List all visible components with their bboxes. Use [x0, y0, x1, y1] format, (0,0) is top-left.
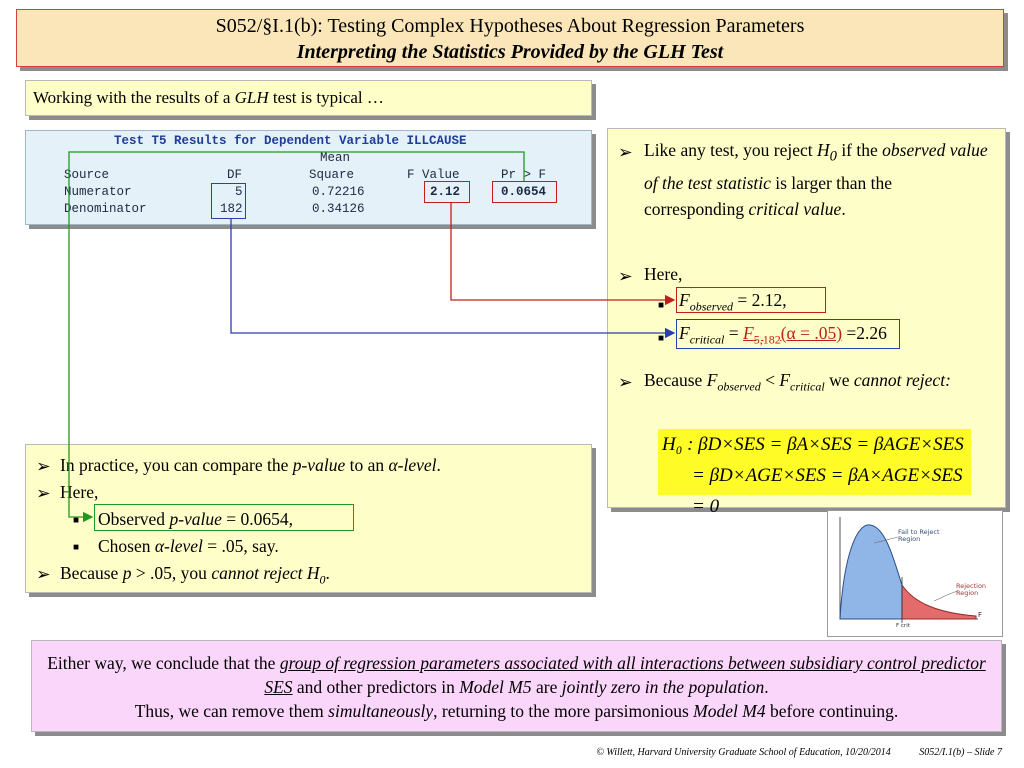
intro-glh: GLH — [234, 88, 269, 107]
rejection-region-label: Rejection Region — [956, 582, 987, 597]
sas-row-numerator-fvalue: 2.12 — [430, 185, 461, 199]
sas-row-numerator-pvalue: 0.0654 — [501, 185, 547, 199]
bullet-arrow-3: ➢ — [618, 372, 633, 392]
footer-copyright: © Willett, Harvard University Graduate School of Education, 10/20/2014 — [596, 747, 891, 758]
chosen-alpha-text: Chosen α-level = .05, say. — [98, 536, 279, 556]
bullet-arrow-6: ➢ — [36, 564, 51, 584]
f-critical-text: $F_{critical} = F_{5,182}(\alpha = .05) =2.26$ — [679, 323, 887, 347]
fail-region-label: Fail to Reject Region — [898, 528, 940, 543]
sketch-axis-label: F — [978, 611, 983, 619]
sas-header-fvalue: F Value — [407, 168, 460, 182]
sub-bullet-2: ■ — [658, 333, 665, 344]
sub-bullet-1: ■ — [658, 300, 665, 311]
red-arrow-f-value — [451, 203, 674, 300]
bullet-arrow-1: ➢ — [618, 142, 633, 162]
bullet-arrow-5: ➢ — [36, 483, 51, 503]
sas-row-denominator-source: Denominator — [64, 202, 147, 216]
here-label-right: Here, — [644, 264, 683, 284]
sas-header-prf: Pr > F — [501, 168, 547, 182]
footer-slide-number: S052/I.1(b) – Slide 7 — [919, 747, 1002, 758]
sas-header-source: Source — [64, 168, 110, 182]
bullet-arrow-2: ➢ — [618, 266, 633, 286]
here-label-lower: Here, — [60, 482, 99, 502]
sas-row-numerator-df: 5 — [235, 185, 243, 199]
observed-pvalue-text: Observed p-value = 0.0654, — [98, 509, 294, 529]
title-line-1: S052/§I.1(b): Testing Complex Hypotheses About Regression Parameters — [215, 15, 805, 37]
sas-row-numerator-source: Numerator — [64, 185, 132, 199]
because-lower-text: Because p > .05, you cannot reject $H_0$. — [60, 563, 330, 587]
sas-header-mean: Mean — [320, 151, 351, 165]
practice-text: In practice, you can compare the p-value to an α-level. — [60, 455, 441, 475]
sas-header-square: Square — [309, 168, 355, 182]
intro-post: test is typical … — [268, 88, 384, 107]
sub-bullet-4: ■ — [73, 542, 80, 553]
title-line-2: Interpreting the Statistics Provided by the GLH Test — [296, 41, 724, 63]
sub-bullet-3: ■ — [73, 515, 80, 526]
hypothesis-line-2: = βD×AGE×SES = βA×AGE×SES = 0 — [692, 465, 963, 517]
sas-row-denominator-df: 182 — [220, 202, 243, 216]
green-arrow-p-value — [69, 152, 524, 517]
sas-title: Test T5 Results for Dependent Variable ILLCAUSE — [114, 134, 467, 148]
reject-rule-text: Like any test, you reject $H_0$ if the observed value of the test statistic is larger than the corresponding critical value. — [644, 140, 988, 219]
sas-row-denominator-ms: 0.34126 — [312, 202, 365, 216]
sketch-crit-label: F crit — [896, 623, 910, 629]
sas-row-numerator-ms: 0.72216 — [312, 185, 365, 199]
sas-header-df: DF — [227, 168, 243, 182]
f-observed-text: $F_{observed} = 2.12$, — [679, 290, 787, 314]
conclusion-text: Either way, we conclude that the group of regression parameters associated with all interactions between subsidiary control predictor SES and other predictors in Model M5 are jointly zero in the population. Thus, we can remove them simultaneously, returning to the more parsimonious Model M4 before continuing. — [47, 653, 986, 721]
hypothesis-line-1: H₀ : βD×SES = βA×SES = βAGE×SES — [662, 434, 964, 455]
bullet-arrow-4: ➢ — [36, 456, 51, 476]
blue-arrow-df — [231, 219, 674, 333]
intro-pre: Working with the results of a — [33, 88, 235, 107]
because-right-text: Because $F_{observed} < F_{critical}$ we cannot reject: — [644, 370, 951, 394]
